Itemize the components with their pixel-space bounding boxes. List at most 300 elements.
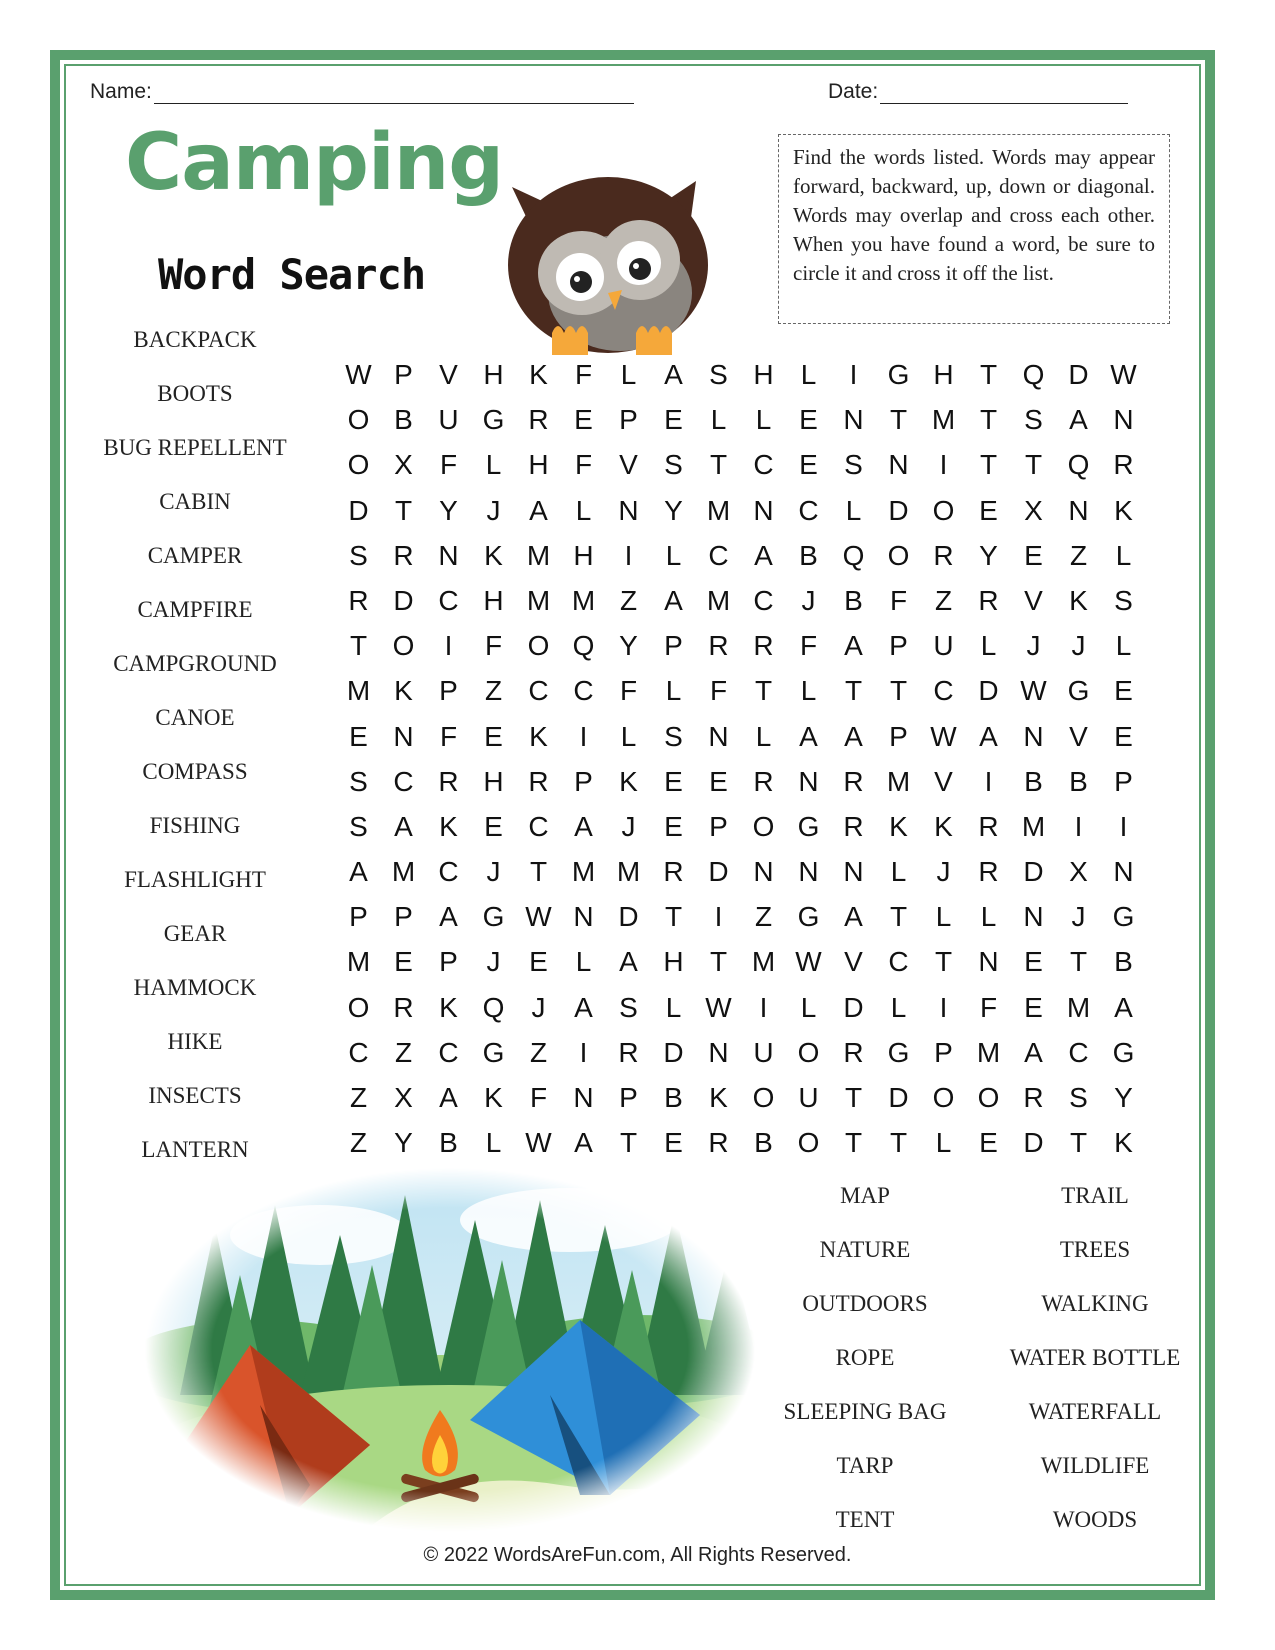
grid-letter[interactable]: M <box>886 765 911 797</box>
grid-letter[interactable]: T <box>889 404 908 436</box>
grid-letter[interactable]: F <box>484 630 503 662</box>
grid-letter[interactable]: T <box>979 404 998 436</box>
grid-letter[interactable]: N <box>1023 720 1044 752</box>
grid-letter[interactable]: S <box>664 720 683 752</box>
grid-letter[interactable]: L <box>575 494 592 526</box>
grid-letter[interactable]: P <box>574 765 593 797</box>
grid-letter[interactable]: C <box>438 856 459 888</box>
grid-letter[interactable]: N <box>573 901 594 933</box>
grid-letter[interactable]: P <box>619 1082 638 1113</box>
grid-letter[interactable]: L <box>665 539 682 571</box>
grid-letter[interactable]: O <box>977 1082 1000 1113</box>
grid-letter[interactable]: A <box>1024 1036 1043 1068</box>
grid-letter[interactable]: T <box>844 1127 863 1159</box>
grid-letter[interactable]: K <box>889 810 908 842</box>
grid-letter[interactable]: E <box>664 810 683 842</box>
grid-letter[interactable]: Y <box>979 539 998 571</box>
grid-letter[interactable]: J <box>486 946 501 978</box>
grid-letter[interactable]: C <box>753 584 774 616</box>
grid-letter[interactable]: N <box>843 856 864 888</box>
grid-letter[interactable]: A <box>799 720 818 752</box>
grid-letter[interactable]: U <box>933 630 954 662</box>
grid-letter[interactable]: Z <box>349 1127 368 1159</box>
grid-letter[interactable]: I <box>1119 810 1128 842</box>
grid-letter[interactable]: E <box>394 946 413 978</box>
grid-letter[interactable]: L <box>890 856 907 888</box>
grid-letter[interactable]: I <box>849 359 858 390</box>
grid-letter[interactable]: L <box>665 991 682 1023</box>
grid-letter[interactable]: L <box>845 494 862 526</box>
grid-letter[interactable]: P <box>934 1036 953 1068</box>
grid-letter[interactable]: Z <box>619 584 638 616</box>
grid-letter[interactable]: C <box>438 1036 459 1068</box>
grid-letter[interactable]: S <box>349 539 368 571</box>
grid-letter[interactable]: K <box>484 539 503 571</box>
grid-letter[interactable]: E <box>799 449 818 481</box>
grid-letter[interactable]: D <box>618 901 639 933</box>
grid-letter[interactable]: M <box>571 584 596 616</box>
grid-letter[interactable]: O <box>752 1082 775 1113</box>
grid-letter[interactable]: W <box>1110 359 1137 390</box>
grid-letter[interactable]: A <box>349 856 368 888</box>
grid-letter[interactable]: C <box>933 675 954 707</box>
grid-letter[interactable]: N <box>438 539 459 571</box>
grid-letter[interactable]: M <box>706 584 731 616</box>
grid-letter[interactable]: N <box>798 856 819 888</box>
grid-letter[interactable]: O <box>527 630 550 662</box>
grid-letter[interactable]: Q <box>842 539 865 571</box>
grid-letter[interactable]: R <box>663 856 684 888</box>
grid-letter[interactable]: L <box>935 901 952 933</box>
grid-letter[interactable]: P <box>889 630 908 662</box>
grid-letter[interactable]: T <box>709 946 728 978</box>
grid-letter[interactable]: B <box>664 1082 683 1113</box>
grid-letter[interactable]: V <box>619 449 638 481</box>
grid-letter[interactable]: R <box>843 765 864 797</box>
grid-letter[interactable]: Q <box>1022 359 1045 390</box>
grid-letter[interactable]: N <box>708 1036 729 1068</box>
grid-letter[interactable]: X <box>394 449 413 481</box>
grid-letter[interactable]: O <box>392 630 415 662</box>
grid-letter[interactable]: G <box>1112 1036 1135 1068</box>
grid-letter[interactable]: I <box>579 1036 588 1068</box>
grid-letter[interactable]: X <box>1069 856 1088 888</box>
grid-letter[interactable]: O <box>932 1082 955 1113</box>
grid-letter[interactable]: V <box>844 946 863 978</box>
grid-letter[interactable]: E <box>664 765 683 797</box>
grid-letter[interactable]: V <box>439 359 458 390</box>
date-field[interactable] <box>828 80 1128 104</box>
grid-letter[interactable]: F <box>709 675 728 707</box>
grid-letter[interactable]: F <box>979 991 998 1023</box>
grid-letter[interactable]: B <box>1114 946 1133 978</box>
grid-letter[interactable]: R <box>528 404 549 436</box>
grid-letter[interactable]: Q <box>482 991 505 1023</box>
grid-letter[interactable]: L <box>485 1127 502 1159</box>
grid-letter[interactable]: T <box>1024 449 1043 481</box>
grid-letter[interactable]: M <box>526 539 551 571</box>
grid-letter[interactable]: B <box>799 539 818 571</box>
grid-letter[interactable]: U <box>438 404 459 436</box>
grid-letter[interactable]: S <box>1024 404 1043 436</box>
grid-letter[interactable]: K <box>484 1082 503 1113</box>
grid-letter[interactable]: T <box>1069 1127 1088 1159</box>
grid-letter[interactable]: J <box>621 810 636 842</box>
grid-letter[interactable]: T <box>934 946 953 978</box>
grid-letter[interactable]: T <box>889 675 908 707</box>
grid-letter[interactable]: E <box>574 404 593 436</box>
grid-letter[interactable]: E <box>529 946 548 978</box>
grid-letter[interactable]: L <box>575 946 592 978</box>
grid-letter[interactable]: P <box>889 720 908 752</box>
grid-letter[interactable]: I <box>714 901 723 933</box>
grid-letter[interactable]: V <box>1024 584 1043 616</box>
grid-letter[interactable]: P <box>394 359 413 390</box>
grid-letter[interactable]: R <box>393 991 414 1023</box>
grid-letter[interactable]: T <box>889 901 908 933</box>
grid-letter[interactable]: E <box>709 765 728 797</box>
grid-letter[interactable]: Y <box>619 630 638 662</box>
grid-letter[interactable]: W <box>1020 675 1047 707</box>
grid-letter[interactable]: R <box>843 1036 864 1068</box>
grid-letter[interactable]: L <box>485 449 502 481</box>
grid-letter[interactable]: H <box>753 359 774 390</box>
grid-letter[interactable]: T <box>529 856 548 888</box>
grid-letter[interactable]: T <box>619 1127 638 1159</box>
grid-letter[interactable]: A <box>619 946 638 978</box>
grid-letter[interactable]: A <box>394 810 413 842</box>
grid-letter[interactable]: O <box>347 404 370 436</box>
grid-letter[interactable]: N <box>978 946 999 978</box>
grid-letter[interactable]: L <box>755 404 772 436</box>
grid-letter[interactable]: E <box>664 404 683 436</box>
grid-letter[interactable]: K <box>1114 494 1133 526</box>
grid-letter[interactable]: S <box>664 449 683 481</box>
grid-letter[interactable]: O <box>797 1127 820 1159</box>
grid-letter[interactable]: D <box>393 584 414 616</box>
grid-letter[interactable]: K <box>934 810 953 842</box>
grid-letter[interactable]: J <box>1026 630 1041 662</box>
date-line[interactable] <box>880 81 1128 104</box>
grid-letter[interactable]: H <box>483 584 504 616</box>
grid-letter[interactable]: M <box>1066 991 1091 1023</box>
grid-letter[interactable]: V <box>1069 720 1088 752</box>
grid-letter[interactable]: A <box>754 539 773 571</box>
grid-letter[interactable]: L <box>620 359 637 390</box>
grid-letter[interactable]: W <box>345 359 372 390</box>
grid-letter[interactable]: F <box>574 449 593 481</box>
grid-letter[interactable]: R <box>978 810 999 842</box>
grid-letter[interactable]: F <box>439 720 458 752</box>
grid-letter[interactable]: P <box>619 404 638 436</box>
grid-letter[interactable]: H <box>483 359 504 390</box>
grid-letter[interactable]: I <box>444 630 453 662</box>
grid-letter[interactable]: O <box>887 539 910 571</box>
grid-letter[interactable]: M <box>976 1036 1001 1068</box>
grid-letter[interactable]: C <box>528 810 549 842</box>
grid-letter[interactable]: A <box>844 630 863 662</box>
grid-letter[interactable]: N <box>393 720 414 752</box>
grid-letter[interactable]: Z <box>484 675 503 707</box>
grid-letter[interactable]: F <box>529 1082 548 1113</box>
grid-letter[interactable]: S <box>349 765 368 797</box>
grid-letter[interactable]: Z <box>529 1036 548 1068</box>
grid-letter[interactable]: D <box>888 1082 909 1113</box>
grid-letter[interactable]: R <box>348 584 369 616</box>
grid-letter[interactable]: A <box>1069 404 1088 436</box>
grid-letter[interactable]: P <box>439 675 458 707</box>
grid-letter[interactable]: R <box>843 810 864 842</box>
grid-letter[interactable]: S <box>709 359 728 390</box>
grid-letter[interactable]: S <box>349 810 368 842</box>
grid-letter[interactable]: G <box>797 901 820 933</box>
grid-letter[interactable]: I <box>939 991 948 1023</box>
grid-letter[interactable]: R <box>393 539 414 571</box>
grid-letter[interactable]: B <box>754 1127 773 1159</box>
grid-letter[interactable]: U <box>798 1082 819 1113</box>
grid-letter[interactable]: H <box>528 449 549 481</box>
grid-letter[interactable]: K <box>439 810 458 842</box>
grid-letter[interactable]: Z <box>754 901 773 933</box>
grid-letter[interactable]: Z <box>349 1082 368 1113</box>
grid-letter[interactable]: N <box>1113 856 1134 888</box>
grid-letter[interactable]: R <box>753 765 774 797</box>
grid-letter[interactable]: I <box>759 991 768 1023</box>
grid-letter[interactable]: A <box>844 720 863 752</box>
grid-letter[interactable]: D <box>1023 1127 1044 1159</box>
grid-letter[interactable]: O <box>932 494 955 526</box>
grid-letter[interactable]: I <box>579 720 588 752</box>
grid-letter[interactable]: M <box>346 946 371 978</box>
grid-letter[interactable]: U <box>753 1036 774 1068</box>
grid-letter[interactable]: E <box>349 720 368 752</box>
grid-letter[interactable]: J <box>486 856 501 888</box>
grid-letter[interactable]: R <box>1023 1082 1044 1113</box>
grid-letter[interactable]: P <box>664 630 683 662</box>
grid-letter[interactable]: A <box>664 584 683 616</box>
grid-letter[interactable]: R <box>528 765 549 797</box>
grid-letter[interactable]: A <box>439 901 458 933</box>
grid-letter[interactable]: H <box>933 359 954 390</box>
grid-letter[interactable]: X <box>1024 494 1043 526</box>
grid-letter[interactable]: M <box>346 675 371 707</box>
grid-letter[interactable]: M <box>571 856 596 888</box>
grid-letter[interactable]: K <box>709 1082 728 1113</box>
grid-letter[interactable]: R <box>1113 449 1134 481</box>
grid-letter[interactable]: Q <box>572 630 595 662</box>
grid-letter[interactable]: G <box>1112 901 1135 933</box>
grid-letter[interactable]: L <box>1115 630 1132 662</box>
grid-letter[interactable]: C <box>1068 1036 1089 1068</box>
grid-letter[interactable]: Z <box>1069 539 1088 571</box>
grid-letter[interactable]: A <box>664 359 683 390</box>
grid-letter[interactable]: K <box>1114 1127 1133 1159</box>
grid-letter[interactable]: M <box>706 494 731 526</box>
grid-letter[interactable]: L <box>980 901 997 933</box>
grid-letter[interactable]: R <box>708 630 729 662</box>
grid-letter[interactable]: E <box>1114 720 1133 752</box>
grid-letter[interactable]: C <box>573 675 594 707</box>
grid-letter[interactable]: A <box>574 1127 593 1159</box>
grid-letter[interactable]: C <box>753 449 774 481</box>
grid-letter[interactable]: T <box>349 630 368 662</box>
grid-letter[interactable]: R <box>438 765 459 797</box>
grid-letter[interactable]: R <box>753 630 774 662</box>
grid-letter[interactable]: Y <box>664 494 683 526</box>
grid-letter[interactable]: I <box>1074 810 1083 842</box>
name-field[interactable] <box>90 80 634 104</box>
grid-letter[interactable]: R <box>933 539 954 571</box>
grid-letter[interactable]: W <box>930 720 957 752</box>
grid-letter[interactable]: S <box>1114 584 1133 616</box>
grid-letter[interactable]: D <box>1068 359 1089 390</box>
grid-letter[interactable]: N <box>618 494 639 526</box>
grid-letter[interactable]: P <box>439 946 458 978</box>
grid-letter[interactable]: S <box>619 991 638 1023</box>
grid-letter[interactable]: N <box>798 765 819 797</box>
grid-letter[interactable]: E <box>664 1127 683 1159</box>
grid-letter[interactable]: L <box>1115 539 1132 571</box>
grid-letter[interactable]: Y <box>394 1127 413 1159</box>
grid-letter[interactable]: W <box>525 901 552 933</box>
grid-letter[interactable]: P <box>1114 765 1133 797</box>
grid-letter[interactable]: B <box>1024 765 1043 797</box>
grid-letter[interactable]: T <box>889 1127 908 1159</box>
grid-letter[interactable]: H <box>573 539 594 571</box>
grid-letter[interactable]: F <box>439 449 458 481</box>
grid-letter[interactable]: L <box>800 991 817 1023</box>
grid-letter[interactable]: S <box>844 449 863 481</box>
grid-letter[interactable]: C <box>438 584 459 616</box>
grid-letter[interactable]: A <box>439 1082 458 1113</box>
grid-letter[interactable]: W <box>705 991 732 1023</box>
grid-letter[interactable]: L <box>980 630 997 662</box>
grid-letter[interactable]: L <box>800 359 817 390</box>
grid-letter[interactable]: J <box>801 584 816 616</box>
grid-letter[interactable]: C <box>798 494 819 526</box>
grid-letter[interactable]: K <box>394 675 413 707</box>
grid-letter[interactable]: H <box>483 765 504 797</box>
grid-letter[interactable]: E <box>484 810 503 842</box>
grid-letter[interactable]: F <box>799 630 818 662</box>
grid-letter[interactable]: G <box>887 359 910 390</box>
grid-letter[interactable]: K <box>529 359 548 390</box>
grid-letter[interactable]: G <box>482 404 505 436</box>
grid-letter[interactable]: T <box>664 901 683 933</box>
grid-letter[interactable]: T <box>754 675 773 707</box>
grid-letter[interactable]: G <box>482 901 505 933</box>
grid-letter[interactable]: J <box>486 494 501 526</box>
grid-letter[interactable]: D <box>1023 856 1044 888</box>
grid-letter[interactable]: R <box>978 856 999 888</box>
grid-letter[interactable]: B <box>439 1127 458 1159</box>
grid-letter[interactable]: C <box>888 946 909 978</box>
grid-letter[interactable]: H <box>663 946 684 978</box>
grid-letter[interactable]: L <box>890 991 907 1023</box>
grid-letter[interactable]: W <box>795 946 822 978</box>
grid-letter[interactable]: T <box>1069 946 1088 978</box>
grid-letter[interactable]: X <box>394 1082 413 1113</box>
grid-letter[interactable]: F <box>619 675 638 707</box>
grid-letter[interactable]: K <box>529 720 548 752</box>
grid-letter[interactable]: Y <box>1114 1082 1133 1113</box>
grid-letter[interactable]: E <box>1024 946 1043 978</box>
grid-letter[interactable]: L <box>665 675 682 707</box>
grid-letter[interactable]: L <box>620 720 637 752</box>
grid-letter[interactable]: L <box>800 675 817 707</box>
grid-letter[interactable]: G <box>797 810 820 842</box>
grid-letter[interactable]: F <box>574 359 593 390</box>
grid-letter[interactable]: B <box>844 584 863 616</box>
grid-letter[interactable]: T <box>979 449 998 481</box>
grid-letter[interactable]: F <box>889 584 908 616</box>
grid-letter[interactable]: Z <box>934 584 953 616</box>
grid-letter[interactable]: N <box>888 449 909 481</box>
grid-letter[interactable]: V <box>934 765 953 797</box>
grid-letter[interactable]: M <box>616 856 641 888</box>
grid-letter[interactable]: C <box>348 1036 369 1068</box>
grid-letter[interactable]: N <box>708 720 729 752</box>
grid-letter[interactable]: J <box>936 856 951 888</box>
grid-letter[interactable]: O <box>752 810 775 842</box>
grid-letter[interactable]: G <box>482 1036 505 1068</box>
grid-letter[interactable]: K <box>619 765 638 797</box>
grid-letter[interactable]: I <box>624 539 633 571</box>
grid-letter[interactable]: D <box>888 494 909 526</box>
grid-letter[interactable]: B <box>394 404 413 436</box>
grid-letter[interactable]: Z <box>394 1036 413 1068</box>
grid-letter[interactable]: E <box>1024 539 1043 571</box>
grid-letter[interactable]: G <box>1067 675 1090 707</box>
grid-letter[interactable]: N <box>1113 404 1134 436</box>
grid-letter[interactable]: M <box>391 856 416 888</box>
grid-letter[interactable]: A <box>574 991 593 1023</box>
grid-letter[interactable]: C <box>393 765 414 797</box>
grid-letter[interactable]: E <box>799 404 818 436</box>
grid-letter[interactable]: D <box>708 856 729 888</box>
grid-letter[interactable]: T <box>394 494 413 526</box>
letter-grid[interactable] <box>336 352 1146 1165</box>
grid-letter[interactable]: C <box>528 675 549 707</box>
grid-letter[interactable]: D <box>843 991 864 1023</box>
grid-letter[interactable]: K <box>439 991 458 1023</box>
grid-letter[interactable]: I <box>984 765 993 797</box>
grid-letter[interactable]: M <box>931 404 956 436</box>
grid-letter[interactable]: A <box>844 901 863 933</box>
grid-letter[interactable]: N <box>753 494 774 526</box>
grid-letter[interactable]: N <box>1068 494 1089 526</box>
grid-letter[interactable]: N <box>573 1082 594 1113</box>
grid-letter[interactable]: E <box>484 720 503 752</box>
grid-letter[interactable]: C <box>708 539 729 571</box>
grid-letter[interactable]: T <box>979 359 998 390</box>
grid-letter[interactable]: N <box>843 404 864 436</box>
grid-letter[interactable]: E <box>979 494 998 526</box>
grid-letter[interactable]: G <box>887 1036 910 1068</box>
name-line[interactable] <box>154 81 634 104</box>
grid-letter[interactable]: R <box>978 584 999 616</box>
grid-letter[interactable]: W <box>525 1127 552 1159</box>
grid-letter[interactable]: A <box>529 494 548 526</box>
grid-letter[interactable]: Q <box>1067 449 1090 481</box>
grid-letter[interactable]: T <box>844 675 863 707</box>
grid-letter[interactable]: P <box>394 901 413 933</box>
grid-letter[interactable]: R <box>618 1036 639 1068</box>
grid-letter[interactable]: P <box>349 901 368 933</box>
grid-letter[interactable]: Y <box>439 494 458 526</box>
grid-letter[interactable]: A <box>574 810 593 842</box>
grid-letter[interactable]: E <box>979 1127 998 1159</box>
